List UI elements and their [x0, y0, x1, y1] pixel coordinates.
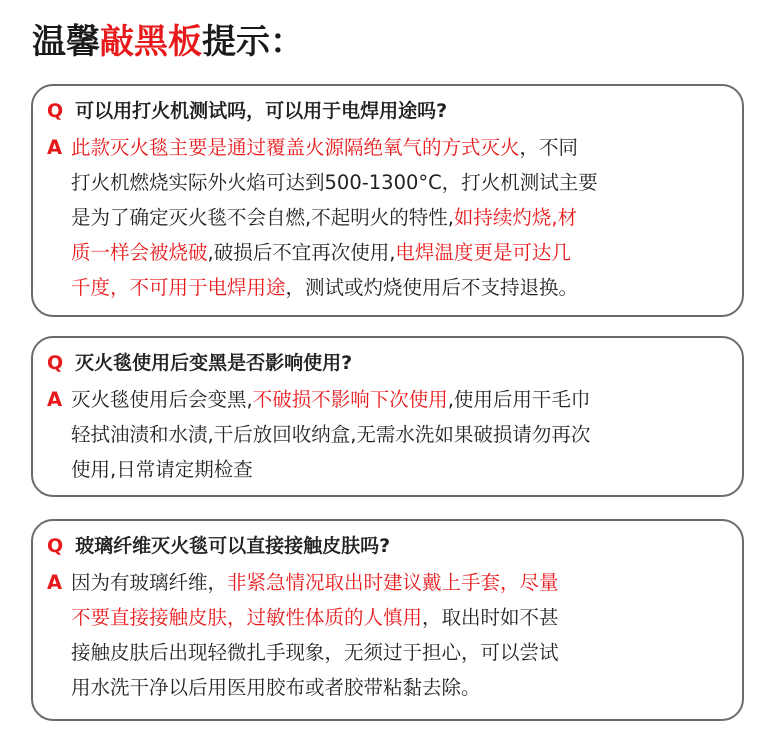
highlight-text: 非紧急情况取出时建议戴上手套，尽量 [227, 571, 559, 594]
question-text: 灭火毯使用后变黑是否影响使用? [75, 352, 353, 374]
highlight-text: 千度，不可用于电焊用途 [71, 276, 286, 299]
answer-line [71, 635, 730, 670]
answer-text [71, 565, 730, 705]
answer-line [71, 600, 730, 635]
answer-line [71, 417, 730, 452]
answer-line [71, 130, 730, 165]
answer-segment: 因为有玻璃纤维， [71, 571, 228, 594]
answer-segment: ，不同 [519, 136, 579, 159]
faq-question [47, 94, 447, 128]
answer-segment: 使用,日常请定期检查 [71, 458, 253, 481]
faq-answer [47, 565, 730, 705]
answer-line [71, 270, 730, 305]
answer-segment: 是为了确定灭火毯不会自燃,不起明火的特性, [71, 206, 454, 229]
answer-segment: ，测试或灼烧使用后不支持退换。 [285, 276, 579, 299]
title-part-highlight: 敲黑板 [100, 22, 202, 62]
answer-segment: 灭火毯使用后会变黑, [71, 388, 253, 411]
answer-line [71, 670, 730, 705]
answer-segment: 接触皮肤后出现轻微扎手现象，无须过于担心，可以尝试 [71, 641, 559, 664]
question-text: 可以用打火机测试吗，可以用于电焊用途吗? [75, 100, 448, 122]
highlight-text: 如持续灼烧,材 [453, 206, 578, 229]
faq-question [47, 529, 390, 563]
highlight-text: 电焊温度更是可达几 [395, 241, 571, 264]
answer-segment: 轻拭油渍和水渍,干后放回收纳盒,无需水洗如果破损请勿再次 [71, 423, 591, 446]
question-mark-label: Q [47, 535, 64, 557]
faq-answer [47, 130, 730, 305]
highlight-text: 不破损不影响下次使用 [252, 388, 448, 411]
question-mark-label: Q [47, 100, 64, 122]
question-text: 玻璃纤维灭火毯可以直接接触皮肤吗? [75, 535, 391, 557]
answer-mark-label: A [47, 136, 63, 159]
faq-answer [47, 382, 730, 487]
answer-mark-label: A [47, 571, 63, 594]
answer-segment: ,使用后用干毛巾 [447, 388, 591, 411]
faq-card-1 [31, 84, 744, 317]
faq-question [47, 346, 352, 380]
title-part-normal: 温馨 [32, 22, 100, 62]
answer-mark-label: A [47, 388, 63, 411]
faq-card-2 [31, 336, 744, 497]
answer-line [71, 165, 730, 200]
answer-text [71, 130, 730, 305]
answer-line [71, 382, 730, 417]
page-title [32, 14, 304, 70]
question-mark-label: Q [47, 352, 64, 374]
answer-text [71, 382, 730, 487]
answer-segment: ,破损后不宜再次使用, [207, 241, 396, 264]
answer-line [71, 200, 730, 235]
highlight-text: 此款灭火毯主要是通过覆盖火源隔绝氧气的方式灭火 [71, 136, 520, 159]
answer-line [71, 235, 730, 270]
answer-segment: 用水洗干净以后用医用胶布或者胶带粘黏去除。 [71, 676, 481, 699]
faq-card-3 [31, 519, 744, 721]
highlight-text: 不要直接接触皮肤，过敏性体质的人慎用 [71, 606, 423, 629]
answer-line [71, 565, 730, 600]
answer-line [71, 452, 730, 487]
title-part-suffix: 提示： [202, 22, 304, 62]
highlight-text: 质一样会被烧破 [71, 241, 208, 264]
answer-segment: 打火机燃烧实际外火焰可达到500-1300°C，打火机测试主要 [71, 171, 598, 194]
answer-segment: ，取出时如不甚 [422, 606, 559, 629]
